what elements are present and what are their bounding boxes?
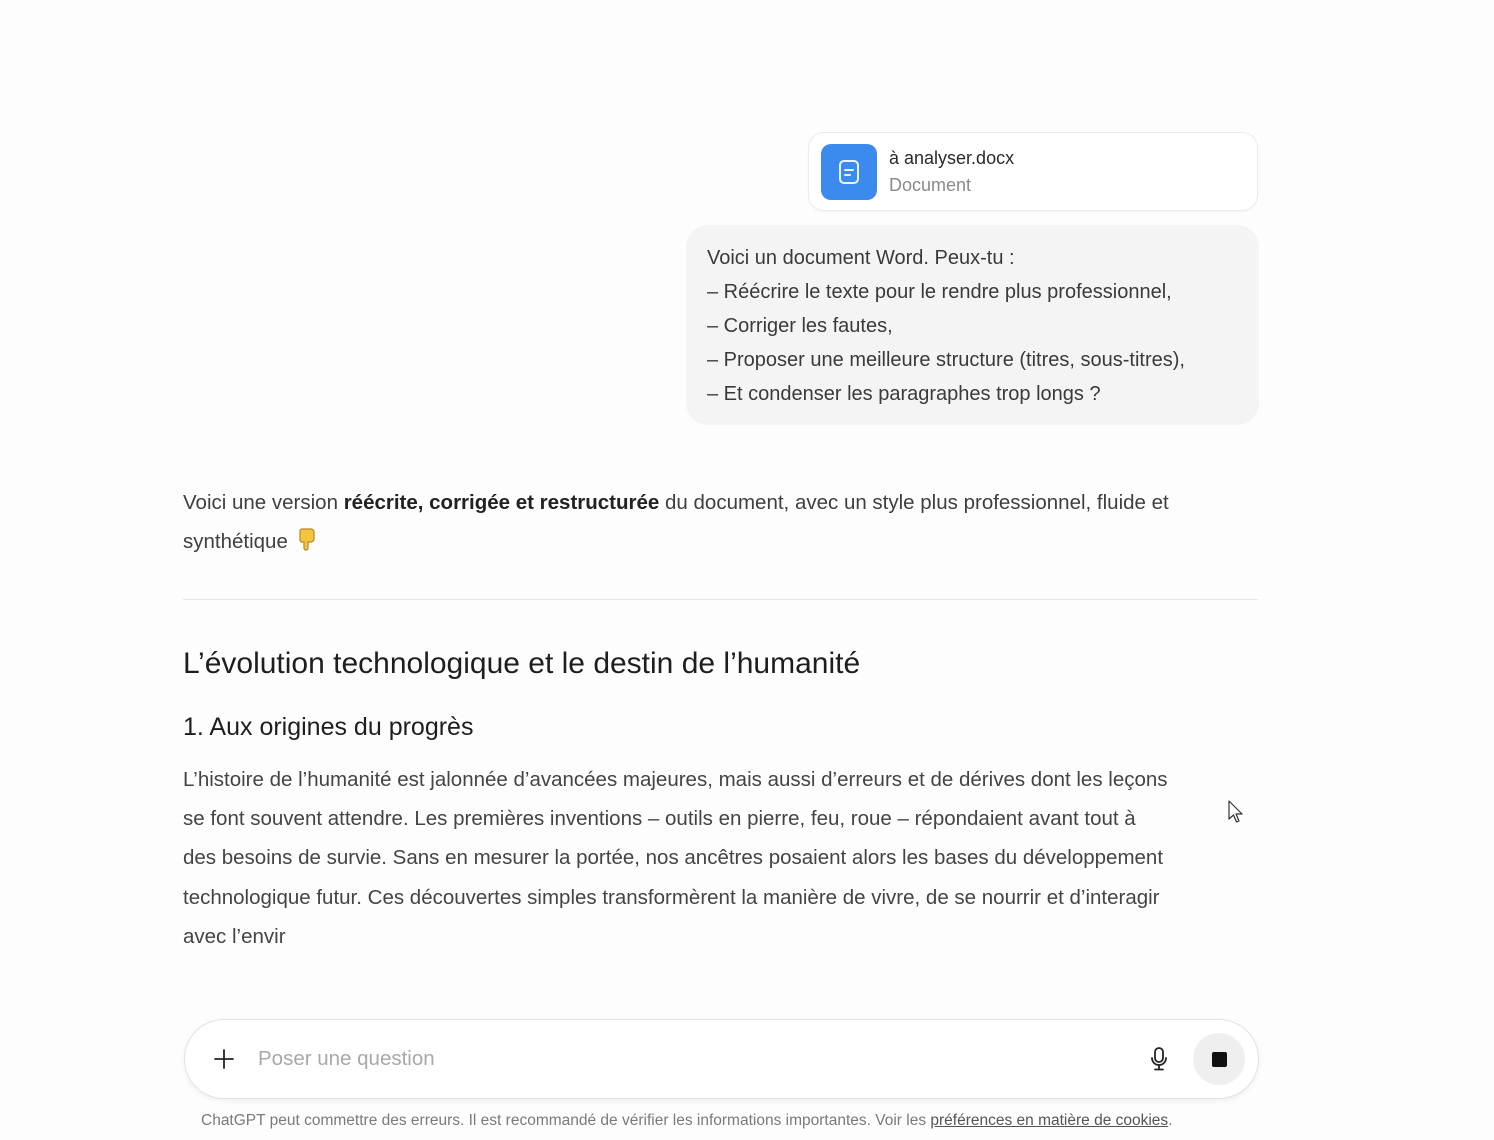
file-attachment-card[interactable] xyxy=(808,132,1258,211)
paragraph-line: des besoins de survie. Sans en mesurer la portée, nos ancêtres posaient alors les bases du développement xyxy=(183,846,1164,870)
pointing-down-hand-icon xyxy=(298,525,318,564)
document-title: L’évolution technologique et le destin de l’humanité xyxy=(183,647,861,680)
microphone-icon xyxy=(1149,1046,1169,1072)
file-name: à analyser.docx xyxy=(889,147,1015,168)
intro-text: Voici une version xyxy=(183,491,344,514)
user-message-line: Voici un document Word. Peux-tu : xyxy=(707,247,1015,269)
paragraph-line: se font souvent attendre. Les premières inventions – outils en pierre, feu, roue – répondaient avant tout à xyxy=(183,807,1136,831)
cookie-preferences-link[interactable]: préférences en matière de cookies xyxy=(930,1112,1169,1129)
plus-icon xyxy=(213,1048,235,1070)
intro-bold-text: réécrite, corrigée et restructurée xyxy=(343,491,660,514)
file-type: Document xyxy=(889,174,972,195)
intro-text-line2: synthétique xyxy=(183,530,288,553)
user-message-line: – Corriger les fautes, xyxy=(707,315,893,337)
paragraph-line: L’histoire de l’humanité est jalonnée d’avancées majeures, mais aussi d’erreurs et de dérives dont les leçons xyxy=(183,768,1168,791)
user-message-line: – Proposer une meilleure structure (titres, sous-titres), xyxy=(707,349,1185,371)
user-message-line: – Réécrire le texte pour le rendre plus professionnel, xyxy=(707,281,1172,303)
stop-icon xyxy=(1212,1052,1227,1067)
stop-generating-button[interactable] xyxy=(1193,1033,1245,1085)
paragraph-line: avec l’envir xyxy=(183,924,286,948)
intro-text-suffix: du document, avec un style plus professionnel, fluide et xyxy=(659,491,1169,514)
section-paragraph xyxy=(183,760,1263,956)
disclaimer-suffix: . xyxy=(1168,1112,1173,1129)
mouse-cursor-icon xyxy=(1228,800,1244,831)
prompt-input[interactable] xyxy=(258,1039,1139,1079)
section-heading: 1. Aux origines du progrès xyxy=(183,713,474,741)
disclaimer-text: ChatGPT peut commettre des erreurs. Il est recommandé de vérifier les informations importantes. Voir les xyxy=(201,1112,931,1129)
document-icon xyxy=(821,144,877,200)
paragraph-line: technologique futur. Ces découvertes simples transformèrent la manière de vivre, de se nourrir et d’interagir xyxy=(183,885,1160,909)
add-attachment-button[interactable] xyxy=(204,1039,244,1079)
assistant-intro xyxy=(183,483,1263,564)
assistant-message xyxy=(183,483,1263,564)
section-divider xyxy=(183,599,1258,600)
user-message-line: – Et condenser les paragraphes trop longs ? xyxy=(707,383,1101,405)
message-composer xyxy=(184,1019,1259,1099)
user-message-bubble xyxy=(686,225,1259,425)
dictate-button[interactable] xyxy=(1139,1039,1179,1079)
disclaimer xyxy=(201,1111,1173,1131)
